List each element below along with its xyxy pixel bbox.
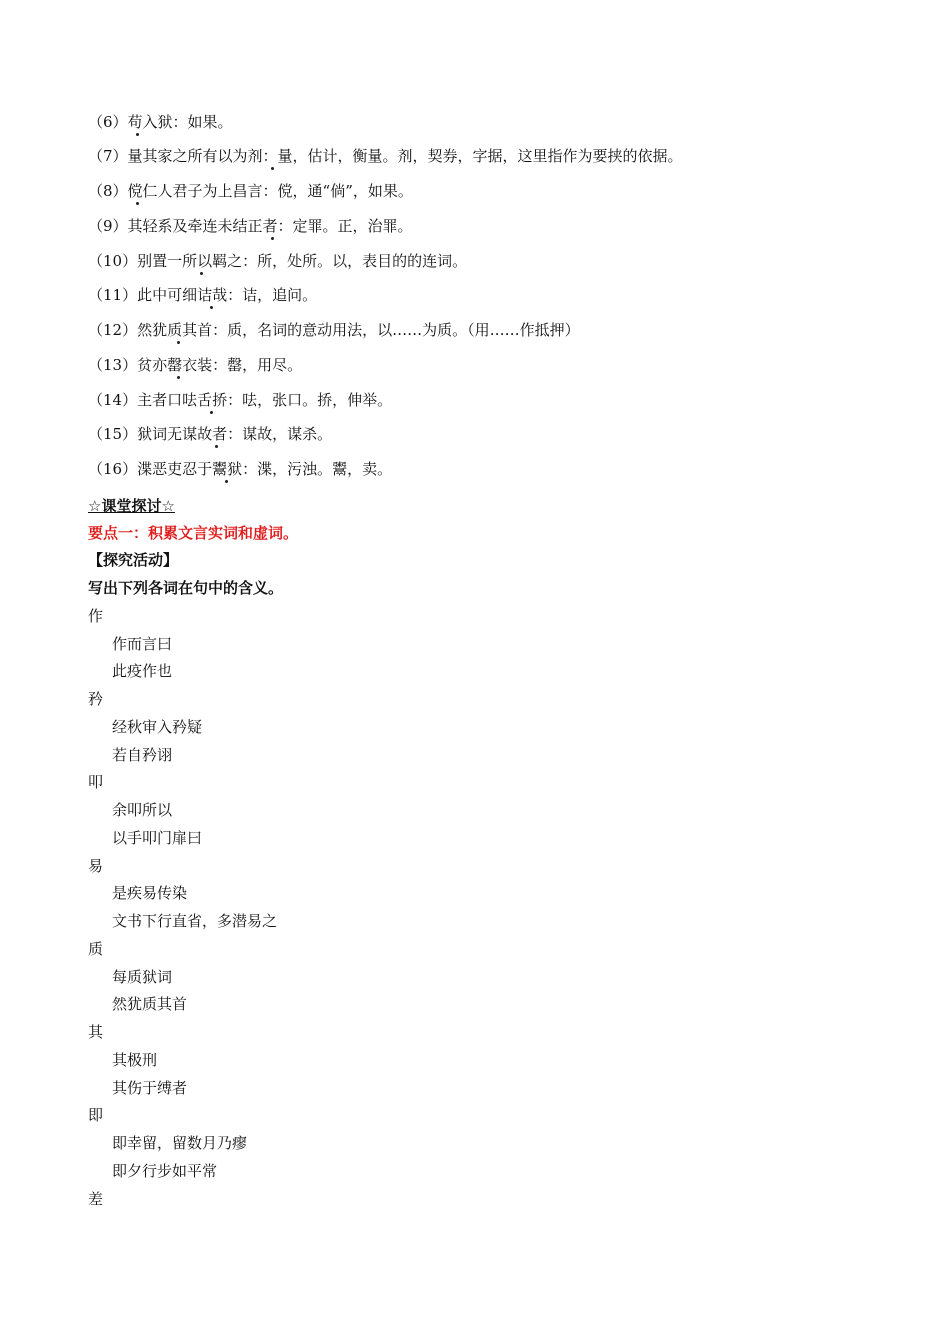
note-6: （6）苟入狱：如果。 [88, 113, 233, 131]
term-sentence: 其伤于缚者 [112, 1079, 188, 1097]
term-word: 易 [88, 857, 104, 875]
emphasis-dot [215, 445, 218, 448]
emphasis-dot [271, 237, 274, 240]
note-12: （12）然犹质其首：质，名词的意动用法，以……为质。（用……作抵押） [88, 321, 580, 339]
note-16: （16）渫恶吏忍于鬻狱：渫，污浊。鬻，卖。 [88, 460, 393, 478]
term-word: 差 [88, 1190, 104, 1208]
note-11: （11）此中可细诘哉：诘，追问。 [88, 286, 318, 304]
term-sentence: 即夕行步如平常 [112, 1162, 218, 1180]
term-sentence: 以手叩门扉曰 [112, 829, 203, 847]
activity-heading: 【探究活动】 [88, 551, 179, 569]
term-word: 其 [88, 1023, 104, 1041]
term-sentence: 经秋审入矜疑 [112, 718, 203, 736]
emphasis-dot [210, 306, 213, 309]
note-7: （7）量其家之所有以为剂：量，估计，衡量。剂，契券，字据，这里指作为要挟的依据。 [88, 147, 683, 165]
emphasis-dot [177, 341, 180, 344]
term-sentence: 余叩所以 [112, 801, 173, 819]
note-15: （15）狱词无谋故者：谋故，谋杀。 [88, 425, 333, 443]
term-sentence: 其极刑 [112, 1051, 158, 1069]
emphasis-dot [225, 480, 228, 483]
term-sentence: 是疾易传染 [112, 884, 188, 902]
term-sentence: 作而言曰 [112, 635, 173, 653]
emphasis-dot [177, 376, 180, 379]
emphasis-dot [136, 133, 139, 136]
term-word: 作 [88, 607, 104, 625]
note-13: （13）贫亦罄衣装：罄，用尽。 [88, 356, 303, 374]
note-14: （14）主者口呿舌挢：呿，张口。挢，伸举。 [88, 391, 393, 409]
term-word: 质 [88, 940, 104, 958]
term-sentence: 每质狱词 [112, 968, 173, 986]
term-sentence: 文书下行直省，多潜易之 [112, 912, 278, 930]
section-title: ☆课堂探讨☆ [88, 497, 175, 515]
key-point-heading: 要点一：积累文言实词和虚词。 [88, 524, 299, 542]
emphasis-dot [136, 202, 139, 205]
note-10: （10）别置一所以羁之：所，处所。以，表目的的连词。 [88, 252, 468, 270]
instruction-text: 写出下列各词在句中的含义。 [88, 579, 284, 597]
term-word: 叩 [88, 773, 104, 791]
emphasis-dot [200, 272, 203, 275]
note-9: （9）其轻系及牵连未结正者：定罪。正，治罪。 [88, 217, 413, 235]
term-sentence: 若自矜诩 [112, 746, 173, 764]
term-sentence: 然犹质其首 [112, 995, 188, 1013]
emphasis-dot [271, 167, 274, 170]
emphasis-dot [210, 411, 213, 414]
term-word: 矜 [88, 690, 104, 708]
note-8: （8）傥仁人君子为上昌言：傥，通“倘”，如果。 [88, 182, 413, 200]
term-word: 即 [88, 1106, 104, 1124]
term-sentence: 此疫作也 [112, 662, 173, 680]
term-sentence: 即幸留，留数月乃瘳 [112, 1134, 248, 1152]
